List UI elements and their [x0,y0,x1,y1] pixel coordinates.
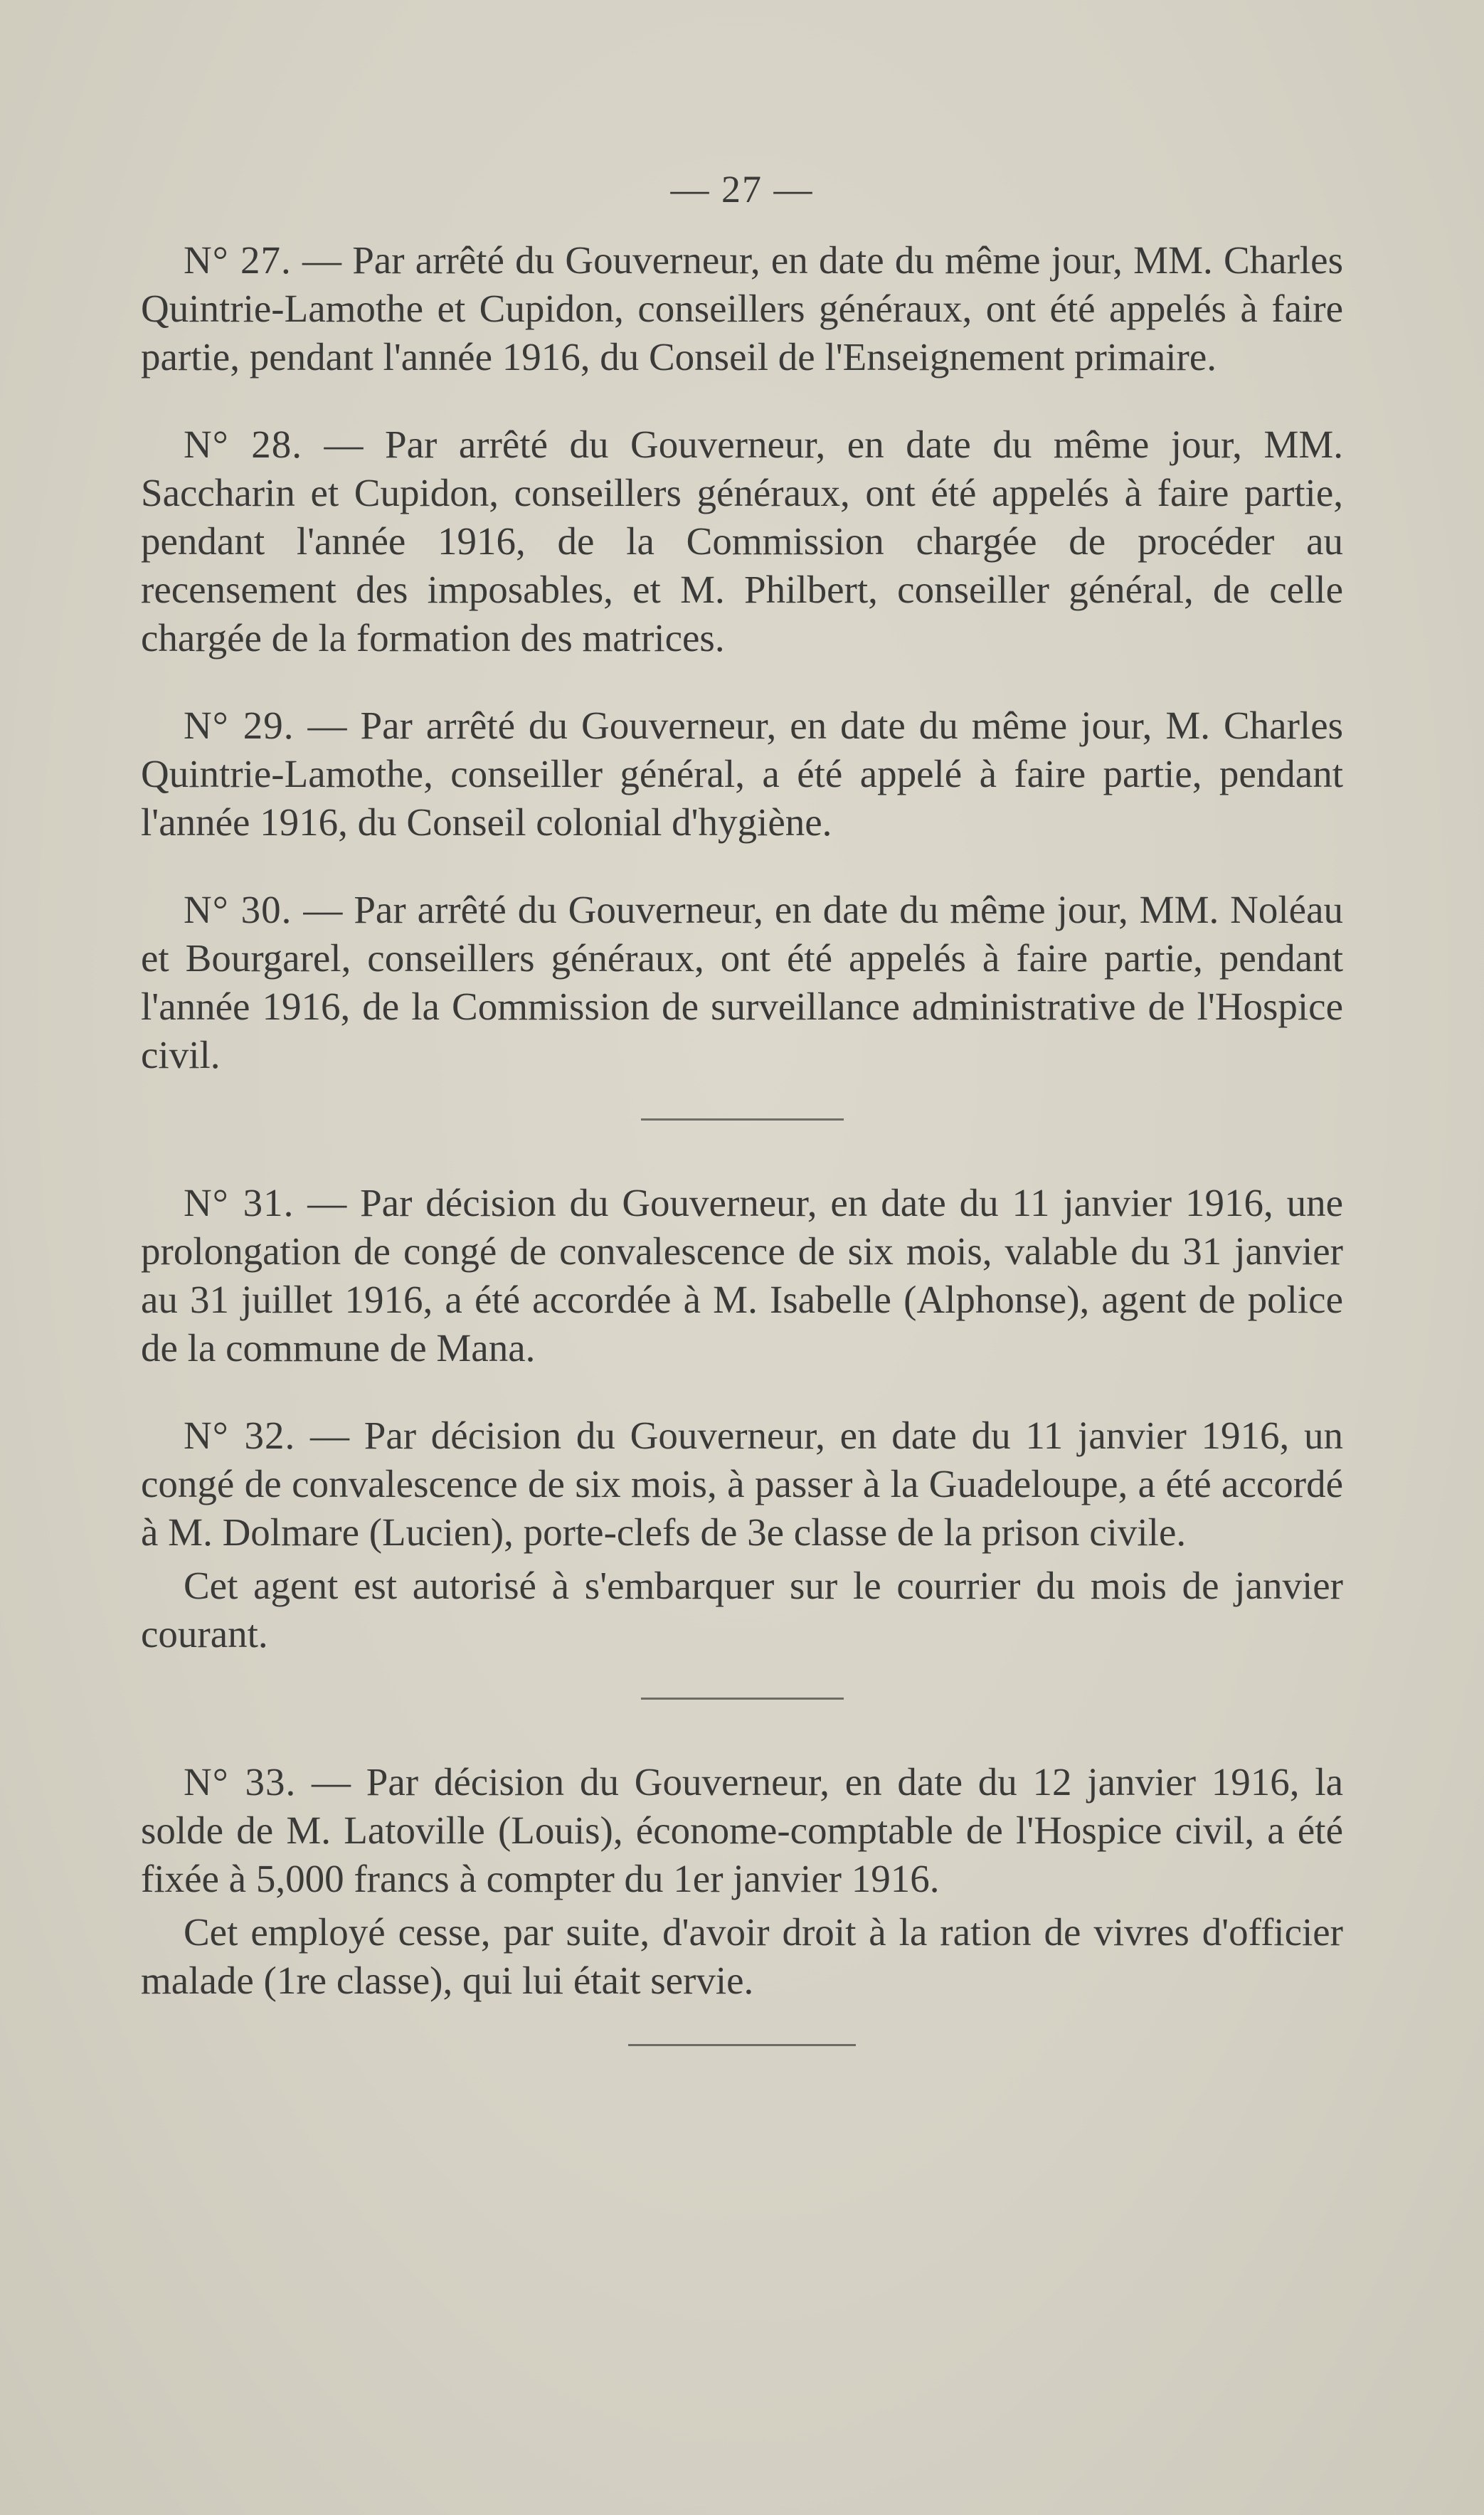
entry-number: N° 32. [184,1414,296,1457]
decree-entry-28 [141,420,1343,662]
entry-text: — Par arrêté du Gouverneur, en date du même jour, MM. Saccharin et Cupidon, conseillers généraux, ont été appelés à faire partie, pendant l'année 1916, de la Commission chargée de procéder au recensement des imposables, et M. Philbert, conseiller général, de celle chargée de la formation des matrices. [141,423,1343,660]
decree-entry-29 [141,701,1343,847]
decree-entry-30 [141,886,1343,1079]
decision-entry-33 [141,1758,1343,1903]
entry-number: N° 30. [184,888,292,931]
section-divider [628,2044,856,2046]
continuation-paragraph: Cet agent est autorisé à s'embarquer sur le courrier du mois de janvier courant. [141,1564,1343,1656]
entry-text: — Par décision du Gouverneur, en date du 11 janvier 1916, une prolongation de congé de convalescence de six mois, valable du 31 janvier au 31 juillet 1916, a été accordée à M. Isabelle (Alphonse), agent de police de la commune de Mana. [141,1181,1343,1370]
section-divider [641,1698,844,1700]
page-number: — 27 — [670,168,814,211]
entry-number: N° 28. [184,423,302,466]
decision-entry-32 [141,1412,1343,1557]
decree-entry-27 [141,236,1343,381]
entry-text: — Par arrêté du Gouverneur, en date du même jour, MM. Noléau et Bourgarel, conseillers généraux, ont été appelés à faire partie, pendant l'année 1916, de la Commission de surveillance administrative de l'Hospice civil. [141,888,1344,1076]
entry-number: N° 31. [184,1181,295,1224]
entry-text: — Par arrêté du Gouverneur, en date du même jour, MM. Charles Quintrie-Lamothe et Cupidon, conseillers généraux, ont été appelés à faire partie, pendant l'année 1916, du Conseil de l'Enseignement primaire. [141,238,1343,378]
entry-number: N° 27. [184,238,292,282]
entry-text: — Par décision du Gouverneur, en date du 11 janvier 1916, un congé de convalescence de six mois, à passer à la Guadeloupe, a été accordé à M. Dolmare (Lucien), porte-clefs de 3e classe de la prison civile. [141,1414,1344,1554]
entry-text: — Par arrêté du Gouverneur, en date du même jour, M. Charles Quintrie-Lamothe, conseiller général, a été appelé à faire partie, pendant l'année 1916, du Conseil colonial d'hygiène. [141,704,1344,844]
continuation-paragraph: Cet employé cesse, par suite, d'avoir droit à la ration de vivres d'officier malade (1re classe), qui lui était servie. [141,1910,1343,2002]
decision-entry-31 [141,1179,1343,1372]
text-column [141,165,1343,2104]
entry-number: N° 29. [184,704,295,747]
entry-number: N° 33. [184,1760,297,1804]
section-divider [641,1118,844,1121]
entry-text: — Par décision du Gouverneur, en date du 12 janvier 1916, la solde de M. Latoville (Louis), économe-comptable de l'Hospice civil, a été fixée à 5,000 francs à compter du 1er janvier 1916. [141,1760,1344,1900]
